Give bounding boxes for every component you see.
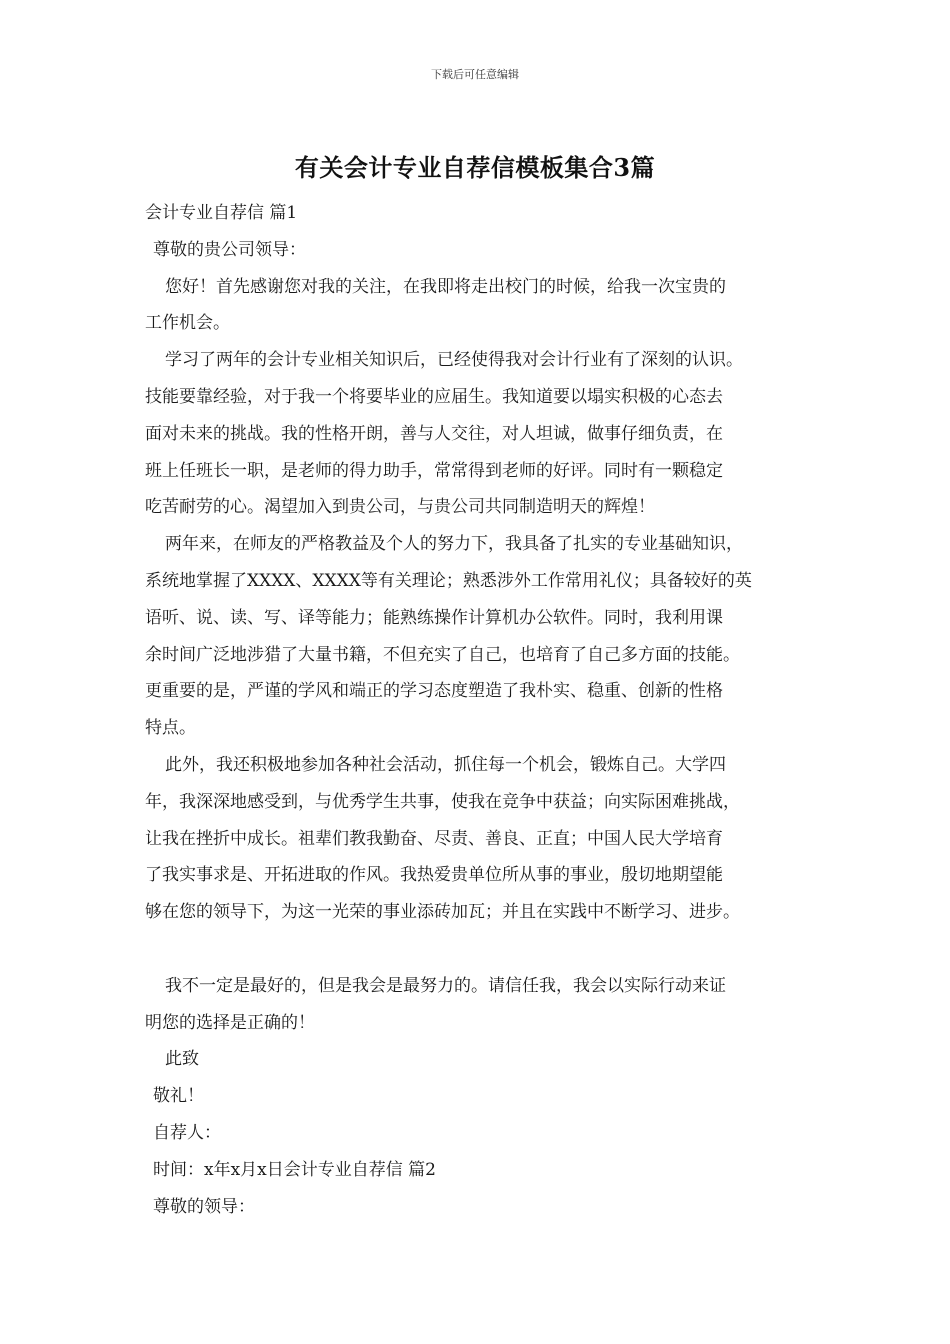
paragraph-line: 班上任班长一职，是老师的得力助手，常常得到老师的好评。同时有一颗稳定	[145, 460, 723, 481]
paragraph-line: 明您的选择是正确的！	[145, 1012, 315, 1033]
paragraph-line: 两年来，在师友的严格教益及个人的努力下，我具备了扎实的专业基础知识，	[165, 534, 743, 555]
paragraph-line: 系统地掌握了XXXX、XXXX等有关理论；熟悉涉外工作常用礼仪；具备较好的英	[145, 570, 752, 591]
paragraph-line: 面对未来的挑战。我的性格开朗，善与人交往，对人坦诚，做事仔细负责，在	[145, 423, 723, 444]
section-heading: 会计专业自荐信 篇1	[145, 203, 298, 223]
header-note: 下载后可任意编辑	[431, 68, 519, 81]
salutation: 尊敬的贵公司领导：	[153, 239, 306, 260]
paragraph-line: 此外，我还积极地参加各种社会活动，抓住每一个机会，锻炼自己。大学四	[165, 754, 726, 775]
closing-line: 此致	[165, 1049, 199, 1070]
paragraph-line: 技能要靠经验，对于我一个将要毕业的应届生。我知道要以塌实积极的心态去	[145, 386, 723, 407]
paragraph-line: 够在您的领导下，为这一光荣的事业添砖加瓦；并且在实践中不断学习、进步。	[145, 902, 740, 923]
paragraph-line: 更重要的是，严谨的学风和端正的学习态度塑造了我朴实、稳重、创新的性格	[145, 681, 723, 702]
closing-line: 敬礼！	[153, 1086, 204, 1107]
document-body	[145, 195, 825, 1225]
paragraph-line: 余时间广泛地涉猎了大量书籍，不但充实了自己，也培育了自己多方面的技能。	[145, 644, 740, 665]
paragraph-line: 工作机会。	[145, 313, 230, 334]
time-line: 时间：x年x月x日会计专业自荐信 篇2	[153, 1159, 436, 1180]
paragraph-line: 您好！首先感谢您对我的关注，在我即将走出校门的时候，给我一次宝贵的	[165, 276, 726, 297]
signer-line: 自荐人：	[153, 1122, 221, 1143]
paragraph-line: 特点。	[145, 718, 196, 739]
paragraph-line: 学习了两年的会计专业相关知识后，已经使得我对会计行业有了深刻的认识。	[165, 350, 743, 371]
salutation: 尊敬的领导：	[153, 1196, 255, 1217]
paragraph-line: 语听、说、读、写、译等能力；能熟练操作计算机办公软件。同时，我利用课	[145, 607, 723, 628]
paragraph-line: 年，我深深地感受到，与优秀学生共事，使我在竞争中获益；向实际困难挑战，	[145, 791, 740, 812]
paragraph-line: 让我在挫折中成长。祖辈们教我勤奋、尽责、善良、正直；中国人民大学培育	[145, 828, 723, 849]
blank-line	[145, 931, 825, 968]
paragraph-line: 吃苦耐劳的心。渴望加入到贵公司，与贵公司共同制造明天的辉煌！	[145, 497, 655, 518]
paragraph-line: 了我实事求是、开拓进取的作风。我热爱贵单位所从事的事业，殷切地期望能	[145, 865, 723, 886]
document-title: 有关会计专业自荐信模板集合3篇	[294, 153, 656, 182]
paragraph-line: 我不一定是最好的，但是我会是最努力的。请信任我，我会以实际行动来证	[165, 975, 726, 996]
